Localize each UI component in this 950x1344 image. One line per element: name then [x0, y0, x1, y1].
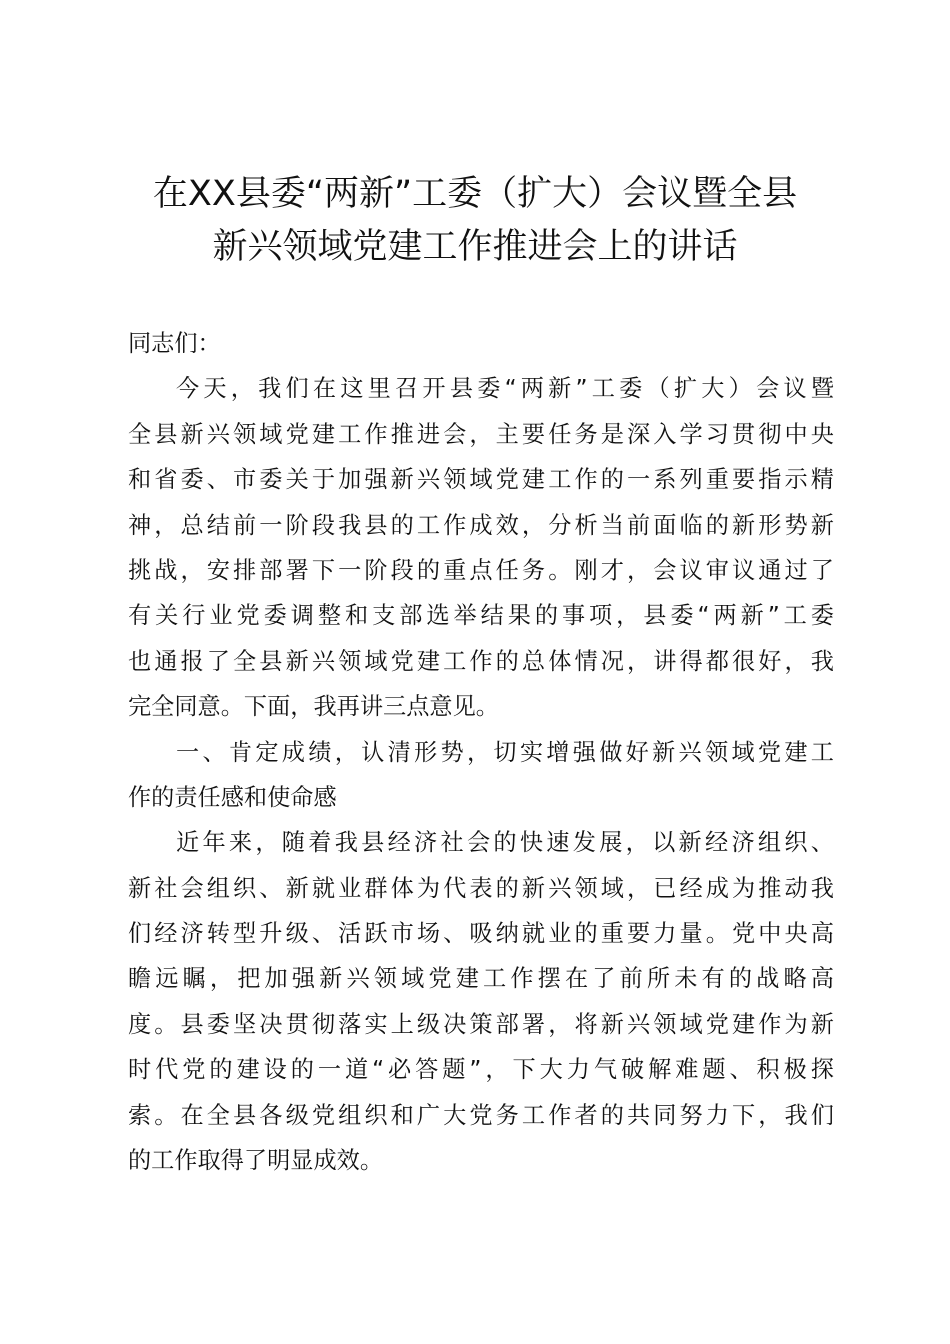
paragraph-line: 神，总结前一阶段我县的工作成效，分析当前面临的新形势新: [128, 511, 834, 539]
paragraph-line: 们经济转型升级、活跃市场、吸纳就业的重要力量。党中央高: [128, 920, 834, 948]
paragraph-line: 有关行业党委调整和支部选举结果的事项，县委“两新”工委: [128, 602, 834, 630]
paragraph-line: 瞻远瞩，把加强新兴领域党建工作摆在了前所未有的战略高: [128, 965, 834, 993]
section-heading-1: [128, 730, 834, 821]
paragraph-line: 和省委、市委关于加强新兴领域党建工作的一系列重要指示精: [128, 466, 834, 494]
document-title: [0, 168, 950, 274]
paragraph-line: 近年来，随着我县经济社会的快速发展，以新经济组织、: [176, 829, 834, 857]
title-line-2: 新兴领域党建工作推进会上的讲话: [212, 227, 738, 267]
title-line-1: 在XX县委“两新”工委（扩大）会议暨全县: [152, 174, 798, 214]
paragraph-line: 度。县委坚决贯彻落实上级决策部署，将新兴领域党建作为新: [128, 1010, 834, 1038]
paragraph-line: 新社会组织、新就业群体为代表的新兴领域，已经成为推动我: [128, 874, 834, 902]
heading-line: 作的责任感和使命感: [128, 783, 337, 811]
paragraph-2: [128, 820, 834, 1183]
paragraph-line: 全县新兴领域党建工作推进会，主要任务是深入学习贯彻中央: [128, 420, 834, 448]
paragraph-line: 也通报了全县新兴领域党建工作的总体情况，讲得都很好，我: [128, 647, 834, 675]
paragraph-line: 的工作取得了明显成效。: [128, 1147, 384, 1175]
paragraph-line: 今天，我们在这里召开县委“两新”工委（扩大）会议暨: [176, 375, 834, 403]
salutation: 同志们：: [128, 330, 221, 357]
paragraph-line: 索。在全县各级党组织和广大党务工作者的共同努力下，我们: [128, 1101, 834, 1129]
paragraph-line: 完全同意。下面，我再讲三点意见。: [128, 693, 499, 721]
document-body: [128, 321, 834, 1183]
heading-line: 一、肯定成绩，认清形势，切实增强做好新兴领域党建工: [176, 738, 834, 766]
paragraph-line: 挑战，安排部署下一阶段的重点任务。刚才，会议审议通过了: [128, 556, 834, 584]
paragraph-1: [128, 366, 834, 729]
paragraph-line: 时代党的建设的一道“必答题”，下大力气破解难题、积极探: [128, 1056, 834, 1084]
